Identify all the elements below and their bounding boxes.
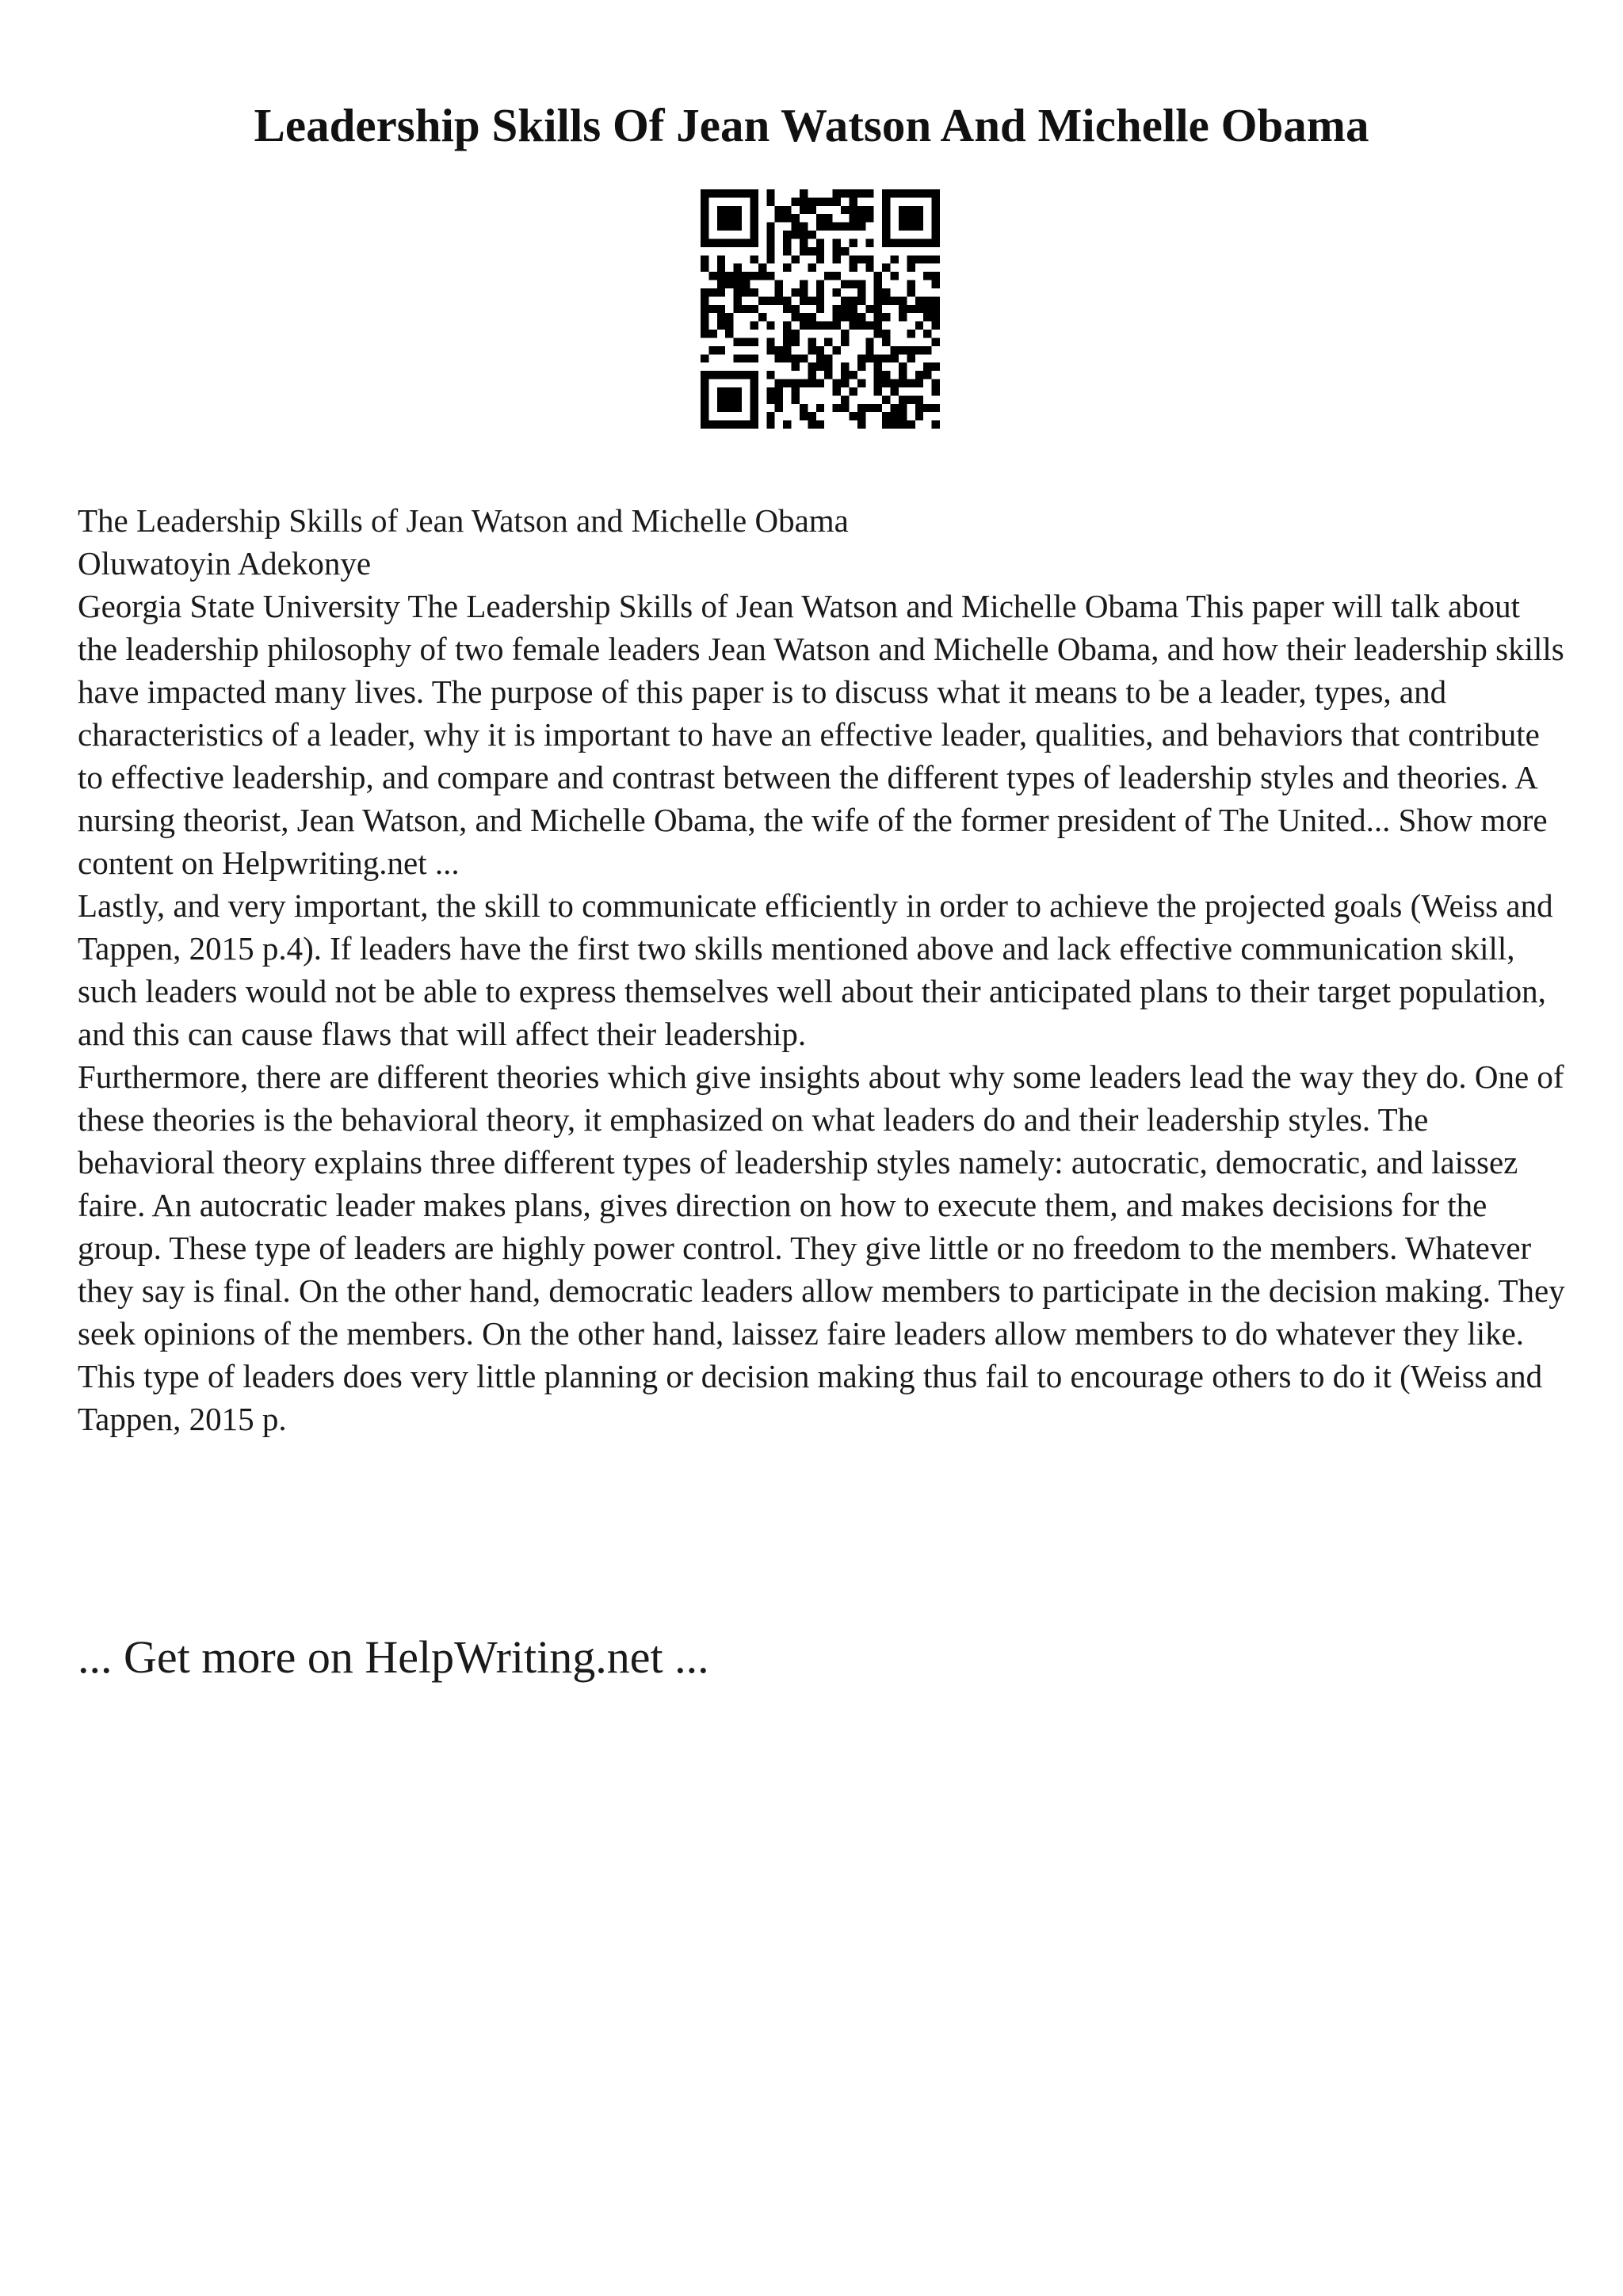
get-more-link[interactable]: ... Get more on HelpWriting.net ... [78,1631,709,1683]
author-line: Oluwatoyin Adekonye [78,545,372,582]
qr-code-icon [701,189,940,429]
paragraph-intro [78,585,1568,884]
show-more-link[interactable]: ... Show more content on Helpwriting.net ... [78,802,1548,881]
document-body [78,499,1568,1440]
paragraph-theories: Furthermore, there are different theories which give insights about why some leaders lead the way they do. One of these theories is the behavioral theory, it emphasized on what leaders do and their leadership styles. The behavioral theory explains three different types of leadership styles namely: autocratic, democratic, and laissez faire. An autocratic leader makes plans, gives direction on how to execute them, and makes decisions for the group. These type of leaders are highly power control. They give little or no freedom to the members. Whatever they say is final. On the other hand, democratic leaders allow members to participate in the decision making. They seek opinions of the members. On the other hand, laissez faire leaders allow members to do whatever they like. This type of leaders does very little planning or decision making thus fail to encourage others to do it (Weiss and Tappen, 2015 p. [78,1058,1565,1437]
paragraph-intro-text: Georgia State University The Leadership Skills of Jean Watson and Michelle Obama This paper will talk about the leadership philosophy of two female leaders Jean Watson and Michelle Obama, and how their leadership skills have impacted many lives. The purpose of this paper is to discuss what it means to be a leader, types, and characteristics of a leader, why it is important to have an effective leader, qualities, and behaviors that contribute to effective leadership, and compare and contrast between the different types of leadership styles and theories. A nursing theorist, Jean Watson, and Michelle Obama, the wife of the former president of The United [78,588,1564,838]
paragraph-communication: Lastly, and very important, the skill to communicate efficiently in order to achieve the projected goals (Weiss and Tappen, 2015 p.4). If leaders have the first two skills mentioned above and lack effective communication skill, such leaders would not be able to express themselves well about their anticipated plans to their target population, and this can cause flaws that will affect their leadership. [78,887,1553,1052]
body-heading-line: The Leadership Skills of Jean Watson and Michelle Obama [78,502,849,539]
document-title: Leadership Skills Of Jean Watson And Michelle Obama [254,99,1369,151]
